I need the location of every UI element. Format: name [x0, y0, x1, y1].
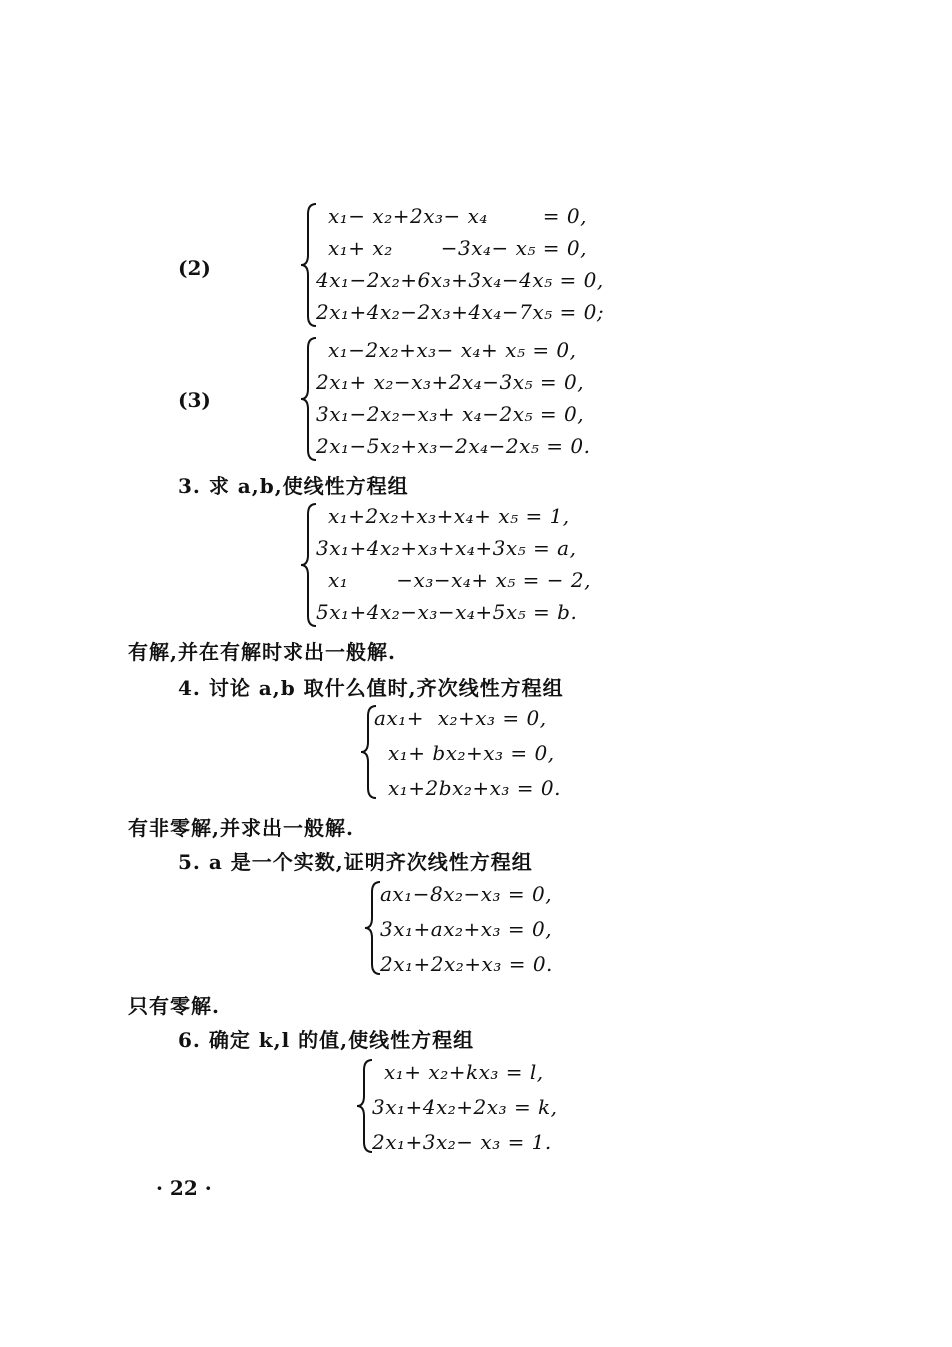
problem-3-tail: 有解,并在有解时求出一般解. — [128, 640, 396, 664]
problem-4-tail: 有非零解,并求出一般解. — [128, 816, 354, 840]
problem-5-heading: 5. a 是一个实数,证明齐次线性方程组 — [178, 850, 533, 874]
equation: x₁+ bx₂+x₃ = 0, — [388, 741, 555, 765]
brace-icon — [362, 878, 382, 978]
equation: 2x₁+ x₂−x₃+2x₄−3x₅ = 0, — [316, 370, 585, 394]
problem-3-heading: 3. 求 a,b,使线性方程组 — [178, 474, 409, 498]
brace-icon — [298, 500, 318, 630]
equation-system-2 — [298, 200, 658, 330]
equation: 3x₁+4x₂+x₃+x₄+3x₅ = a, — [316, 536, 577, 560]
problem-4-heading: 4. 讨论 a,b 取什么值时,齐次线性方程组 — [178, 676, 564, 700]
problem-6-heading: 6. 确定 k,l 的值,使线性方程组 — [178, 1028, 475, 1052]
equation: ax₁−8x₂−x₃ = 0, — [380, 882, 553, 906]
equation-system-problem-5 — [362, 878, 622, 978]
equation: ax₁+ x₂+x₃ = 0, — [374, 706, 547, 730]
equation: 3x₁−2x₂−x₃+ x₄−2x₅ = 0, — [316, 402, 585, 426]
equation: 2x₁−5x₂+x₃−2x₄−2x₅ = 0. — [316, 434, 591, 458]
equation: x₁+ x₂+kx₃ = l, — [384, 1060, 544, 1084]
equation: x₁− x₂+2x₃− x₄ = 0, — [328, 204, 587, 228]
equation: x₁+2bx₂+x₃ = 0. — [388, 776, 561, 800]
equation-system-problem-4 — [358, 702, 638, 802]
equation: 2x₁+4x₂−2x₃+4x₄−7x₅ = 0; — [316, 300, 605, 324]
equation: x₁+2x₂+x₃+x₄+ x₅ = 1, — [328, 504, 570, 528]
equation: 2x₁+3x₂− x₃ = 1. — [372, 1130, 552, 1154]
equation-system-problem-3 — [298, 500, 658, 630]
system-3-label: (3) — [178, 388, 211, 412]
equation: x₁+ x₂ −3x₄− x₅ = 0, — [328, 236, 587, 260]
equation: 2x₁+2x₂+x₃ = 0. — [380, 952, 553, 976]
equation-system-3 — [298, 334, 658, 464]
equation-system-problem-6 — [354, 1056, 634, 1156]
equation: 5x₁+4x₂−x₃−x₄+5x₅ = b. — [316, 600, 578, 624]
brace-icon — [298, 200, 318, 330]
equation: x₁−2x₂+x₃− x₄+ x₅ = 0, — [328, 338, 577, 362]
brace-icon — [298, 334, 318, 464]
brace-icon — [354, 1056, 374, 1156]
system-2-label: (2) — [178, 256, 211, 280]
equation: 4x₁−2x₂+6x₃+3x₄−4x₅ = 0, — [316, 268, 604, 292]
equation: 3x₁+4x₂+2x₃ = k, — [372, 1095, 558, 1119]
page-number: · 22 · — [156, 1176, 212, 1200]
equation: 3x₁+ax₂+x₃ = 0, — [380, 917, 553, 941]
equation: x₁ −x₃−x₄+ x₅ = − 2, — [328, 568, 591, 592]
problem-5-tail: 只有零解. — [128, 994, 220, 1018]
